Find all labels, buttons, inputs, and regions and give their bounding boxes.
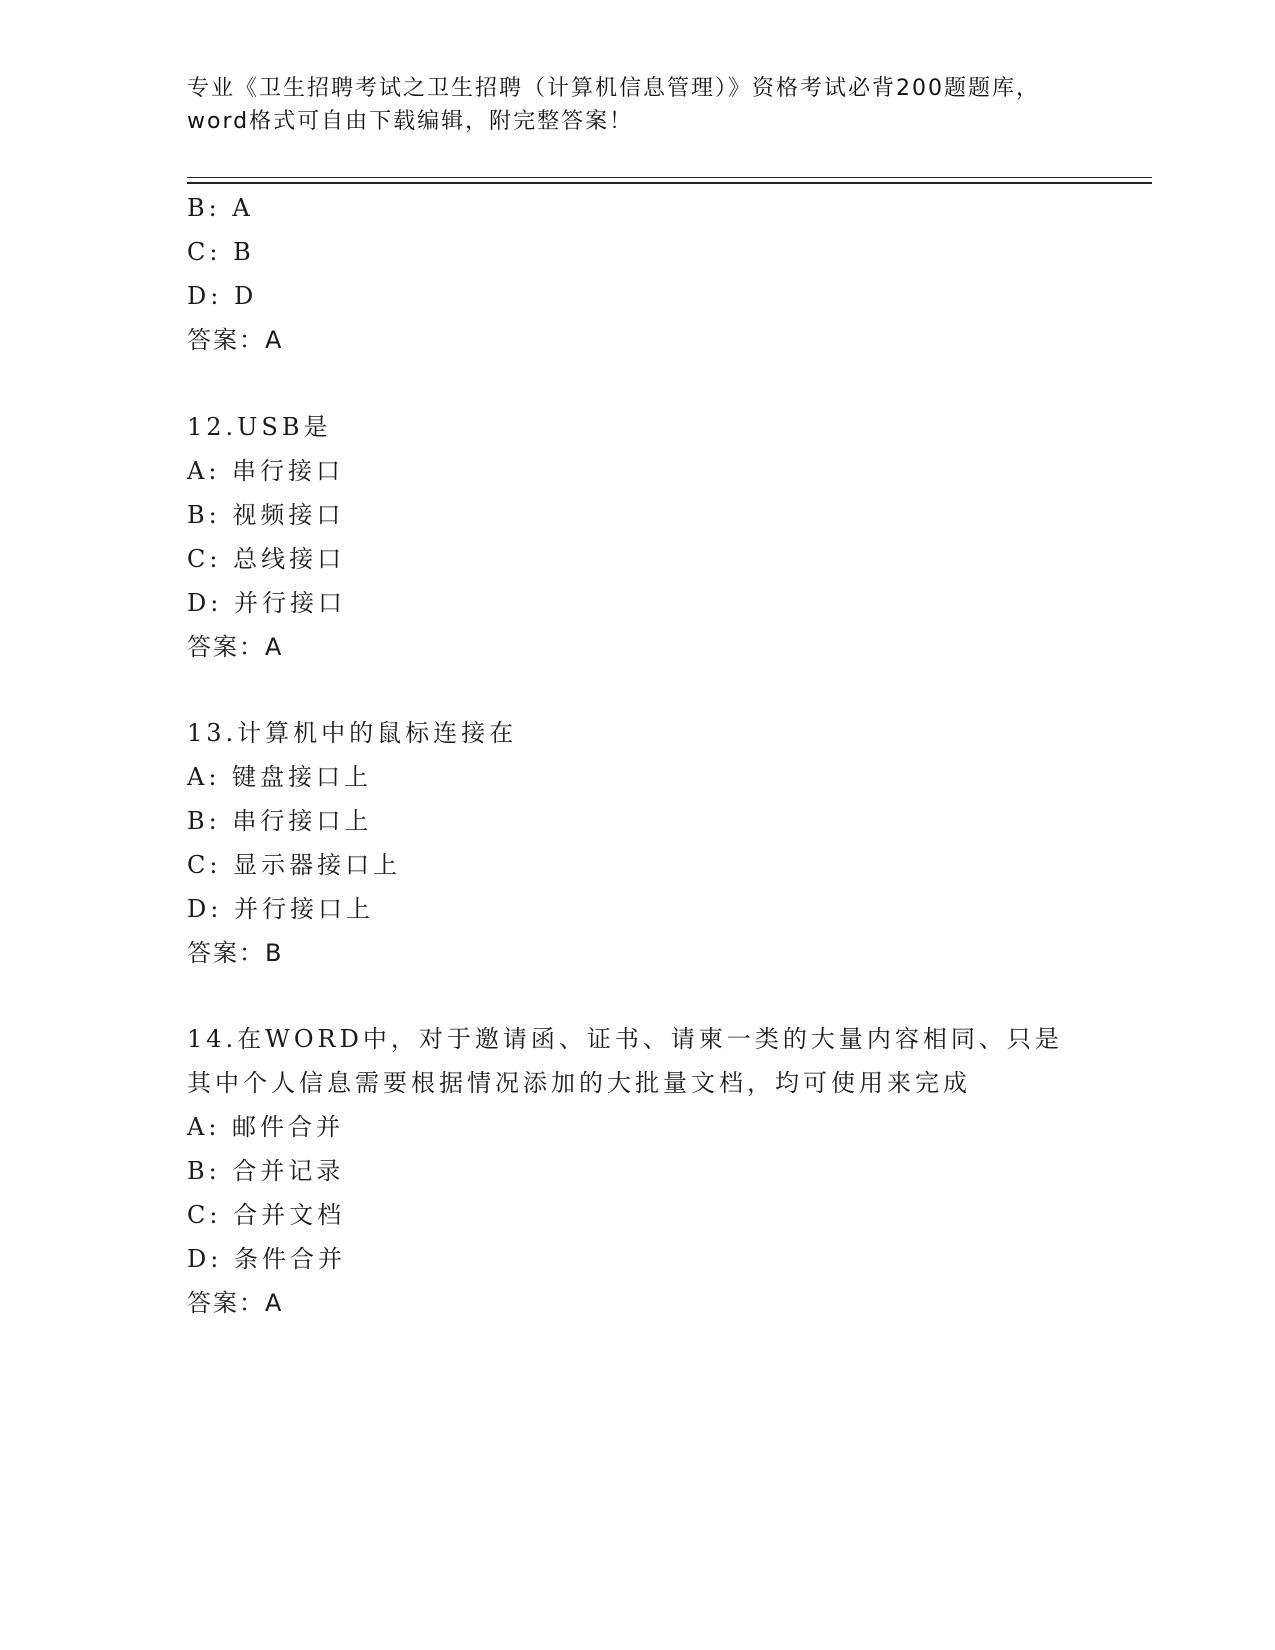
question-14-option-c: C: 合并文档 bbox=[187, 1201, 346, 1229]
question-14-answer: 答案：A bbox=[187, 1289, 284, 1317]
header-divider-top bbox=[187, 177, 1152, 178]
question-13-option-a: A: 键盘接口上 bbox=[187, 763, 373, 791]
question-14-option-a: A: 邮件合并 bbox=[187, 1113, 345, 1141]
option-b: B: A bbox=[187, 194, 254, 222]
question-14-stem-line-2: 其中个人信息需要根据情况添加的大批量文档，均可使用来完成 bbox=[187, 1069, 971, 1097]
question-12-option-a: A: 串行接口 bbox=[187, 457, 345, 485]
header-title-line-1: 专业《卫生招聘考试之卫生招聘（计算机信息管理）》资格考试必背200题题库， bbox=[187, 76, 1040, 101]
question-13-option-d: D: 并行接口上 bbox=[187, 895, 374, 923]
question-14-option-b: B: 合并记录 bbox=[187, 1157, 345, 1185]
question-12-stem: 12.USB是 bbox=[187, 413, 332, 441]
question-13-option-c: C: 显示器接口上 bbox=[187, 851, 402, 879]
question-14-option-d: D: 条件合并 bbox=[187, 1245, 346, 1273]
document-header bbox=[187, 72, 1087, 138]
question-14-stem-line-1: 14.在WORD中，对于邀请函、证书、请柬一类的大量内容相同、只是 bbox=[187, 1025, 1063, 1053]
option-d: D: D bbox=[187, 282, 258, 310]
answer: 答案：A bbox=[187, 326, 284, 354]
question-12-option-b: B: 视频接口 bbox=[187, 501, 345, 529]
question-12-option-d: D: 并行接口 bbox=[187, 589, 346, 617]
option-c: C: B bbox=[187, 238, 255, 266]
question-13-stem: 13.计算机中的鼠标连接在 bbox=[187, 719, 518, 747]
question-13-option-b: B: 串行接口上 bbox=[187, 807, 373, 835]
question-12-option-c: C: 总线接口 bbox=[187, 545, 346, 573]
question-13-answer: 答案：B bbox=[187, 939, 284, 967]
header-divider-bottom bbox=[187, 182, 1152, 184]
question-12-answer: 答案：A bbox=[187, 633, 284, 661]
header-title-line-2: word格式可自由下载编辑，附完整答案！ bbox=[187, 109, 634, 134]
